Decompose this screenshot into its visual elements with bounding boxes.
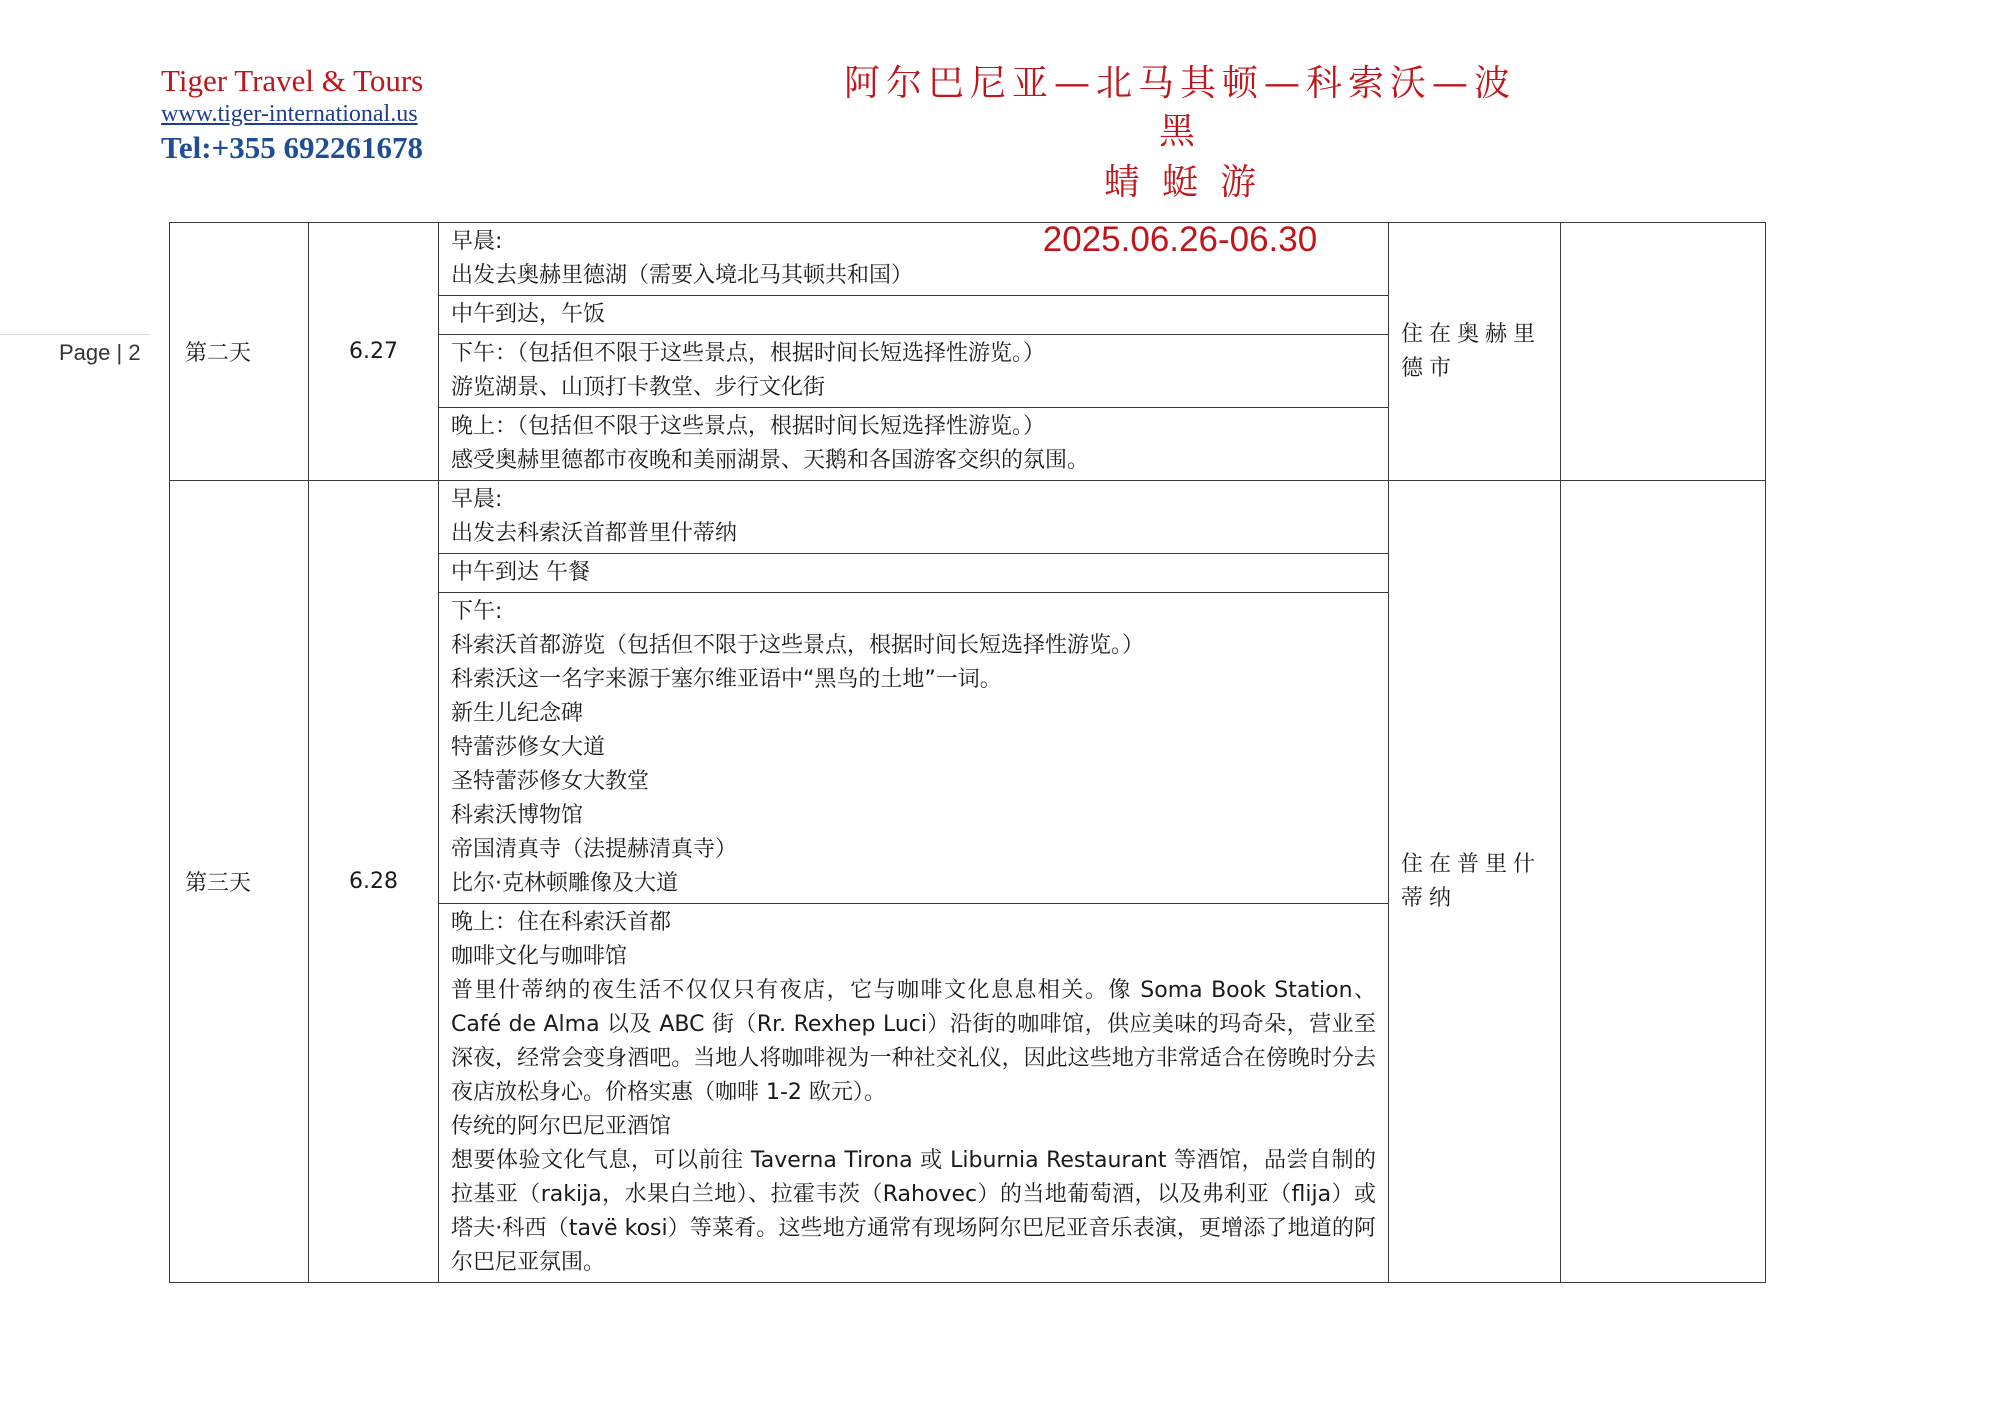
activity-line: 比尔·克林顿雕像及大道	[451, 871, 678, 896]
website-link[interactable]: www.tiger-international.us	[161, 101, 418, 127]
activity-line: 科索沃这一名字来源于塞尔维亚语中“黑鸟的土地”一词。	[451, 667, 1002, 692]
day-date: 6.27	[309, 223, 439, 481]
activity-cell	[439, 408, 1389, 481]
phone-number: Tel:+355 692261678	[161, 130, 423, 165]
table-row	[170, 481, 1766, 554]
table-row	[170, 223, 1766, 296]
header-left	[161, 62, 423, 168]
activity-cell	[439, 223, 1389, 296]
activity-line: 早晨:	[451, 487, 503, 512]
activity-paragraph: 想要体验文化气息，可以前往 Taverna Tirona 或 Liburnia Restaurant 等酒馆，品尝自制的拉基亚（rakija，水果白兰地）、拉霍韦茨（Rahovec）的当地葡萄酒，以及弗利亚（flija）或塔夫·科西（tavë kosi）等菜肴。这些地方通常有现场阿尔巴尼亚音乐表演，更增添了地道的阿尔巴尼亚氛围。	[451, 1148, 1376, 1275]
activity-line: 圣特蕾莎修女大教堂	[451, 769, 650, 794]
activity-line: 科索沃首都游览（包括但不限于这些景点，根据时间长短选择性游览。）	[451, 633, 1145, 658]
activity-line: 早晨:	[451, 229, 503, 254]
activity-line: 咖啡文化与咖啡馆	[451, 944, 628, 969]
activity-line: 科索沃博物馆	[451, 803, 584, 828]
activity-line: 特蕾莎修女大道	[451, 735, 606, 760]
activity-line: 帝国清真寺（法提赫清真寺）	[451, 837, 738, 862]
activity-line: 中午到达 午餐	[451, 560, 590, 585]
activity-line: 游览湖景、山顶打卡教堂、步行文化街	[451, 375, 826, 400]
notes-cell	[1561, 481, 1766, 1283]
company-name: Tiger Travel & Tours	[161, 63, 424, 98]
activity-line: 下午：（包括但不限于这些景点，根据时间长短选择性游览。）	[451, 341, 1046, 366]
activity-line: 晚上：（包括但不限于这些景点，根据时间长短选择性游览。）	[451, 414, 1046, 439]
activity-line: 传统的阿尔巴尼亚酒馆	[451, 1114, 672, 1139]
activity-cell	[439, 554, 1389, 593]
activity-line: 中午到达，午饭	[451, 302, 606, 327]
activity-cell	[439, 481, 1389, 554]
page-margin-rule	[0, 334, 150, 335]
day-date: 6.28	[309, 481, 439, 1283]
activity-cell	[439, 296, 1389, 335]
activity-cell	[439, 593, 1389, 904]
page-number: Page | 2	[59, 340, 141, 365]
activity-line: 新生儿纪念碑	[451, 701, 584, 726]
activity-line: 晚上：住在科索沃首都	[451, 910, 672, 935]
tour-name: 蜻蜓游	[1103, 162, 1278, 203]
activity-cell	[439, 904, 1389, 1283]
activity-line: 出发去奥赫里德湖（需要入境北马其顿共和国）	[451, 263, 914, 288]
activity-line: 感受奥赫里德都市夜晚和美丽湖景、天鹅和各国游客交织的氛围。	[451, 448, 1090, 473]
activity-paragraph: 普里什蒂纳的夜生活不仅仅只有夜店，它与咖啡文化息息相关。像 Soma Book Station、Café de Alma 以及 ABC 街（Rr. Rexhep Luci）沿街的咖啡馆，供应美味的玛奇朵，营业至深夜，经常会变身酒吧。当地人将咖啡视为一种社交礼仪，因此这些地方非常适合在傍晚时分去夜店放松身心。价格实惠（咖啡 1-2 欧元）。	[451, 978, 1376, 1105]
day-label: 第二天	[170, 223, 309, 481]
itinerary-table	[169, 222, 1766, 1283]
activity-line: 出发去科索沃首都普里什蒂纳	[451, 521, 738, 546]
notes-cell	[1561, 223, 1766, 481]
accommodation-cell: 住在普里什蒂纳	[1389, 481, 1561, 1283]
day-label: 第三天	[170, 481, 309, 1283]
activity-line: 下午:	[451, 599, 503, 624]
tour-dates: 2025.06.26-06.30	[1042, 220, 1318, 259]
route-title: 阿尔巴尼亚—北马其顿—科索沃—波黑	[843, 63, 1516, 152]
accommodation-cell: 住在奥赫里德市	[1389, 223, 1561, 481]
activity-cell	[439, 335, 1389, 408]
